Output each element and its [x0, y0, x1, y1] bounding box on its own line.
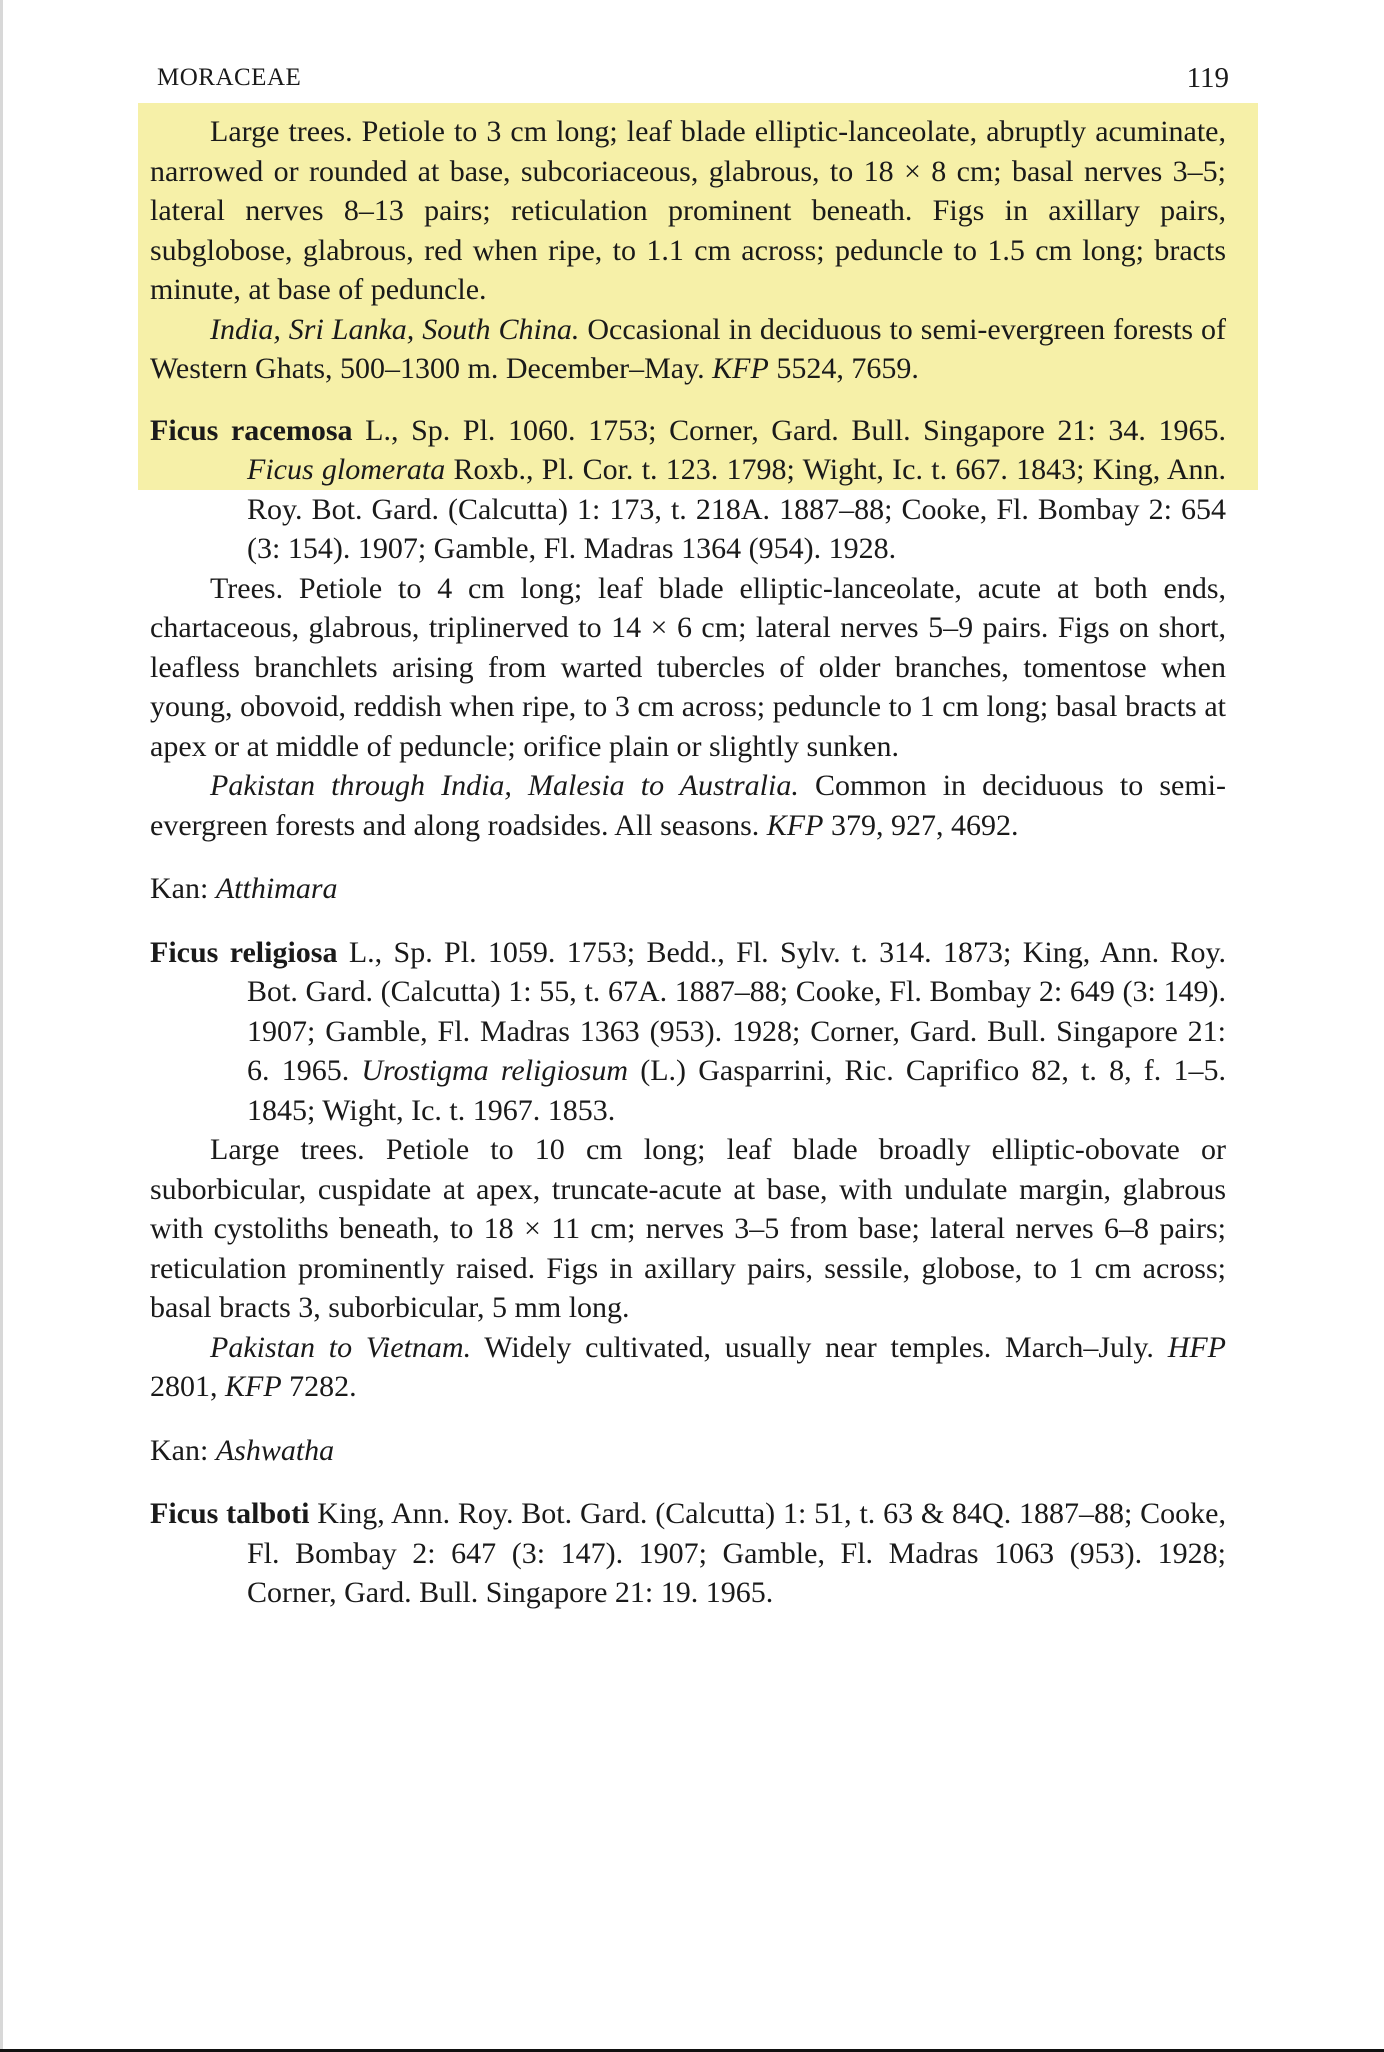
running-head — [157, 64, 1229, 100]
kan-name: Ashwatha — [215, 1433, 335, 1467]
species-entry-talboti — [150, 1494, 1226, 1613]
family-heading: MORACEAE — [157, 64, 302, 91]
page-number: 119 — [1186, 62, 1229, 94]
species-entry-religiosa — [150, 933, 1226, 1131]
species-distribution-paragraph — [150, 1328, 1226, 1407]
herbarium-code-2: KFP — [225, 1370, 282, 1403]
herbarium-numbers-2: 7282. — [281, 1370, 357, 1403]
vernacular-name — [150, 869, 1226, 909]
kan-label: Kan: — [150, 872, 216, 905]
herbarium-code: KFP — [766, 808, 824, 842]
citation-cont: Roxb., Pl. Cor. t. 123. 1798; Wight, Ic. t. 667. 1843; King, Ann. Roy. Bot. Gard. (Calcutta) 1: 173, t. 218A. 1887–88; Cooke, Fl. Bombay 2: 654 (3: 154). 1907; Gamble, Fl. Madras 1364 (954). 1928. — [247, 453, 1226, 565]
distribution: Pakistan to Vietnam. — [210, 1330, 472, 1364]
kan-label: Kan: — [150, 1433, 216, 1467]
species-entry-racemosa — [150, 411, 1226, 569]
body-text — [150, 112, 1226, 1613]
citation-cont: (L.) Gasparrini, Ric. Caprifico 82, t. 8, f. 1–5. 1845; Wight, Ic. t. 1967. 1853. — [247, 1054, 1226, 1127]
species-description: Large trees. Petiole to 10 cm long; leaf blade broadly elliptic-obovate or suborbicular, cuspidate at apex, truncate-acute at base, with undulate margin, glabrous with cystoliths beneath, to 18 × 11 cm; nerves 3–5 from base; lateral nerves 6–8 pairs; reticulation prominently raised. Figs in axillary pairs, sessile, globose, to 1 cm across; basal bracts 3, suborbicular, 5 mm long. — [150, 1133, 1226, 1324]
citation: King, Ann. Roy. Bot. Gard. (Calcutta) 1: 51, t. 63 & 84Q. 1887–88; Cooke, Fl. Bombay 2: 647 (3: 147). 1907; Gamble, Fl. Madras 1063 (953). 1928; Corner, Gard. Bull. Singapore 21: 19. 1965. — [247, 1497, 1226, 1609]
distribution: India, Sri Lanka, South China. — [210, 312, 580, 346]
synonym: Ficus glomerata — [247, 453, 446, 486]
herbarium-numbers: 2801, — [150, 1370, 225, 1403]
citation: L., Sp. Pl. 1060. 1753; Corner, Gard. Bull. Singapore 21: 34. 1965. — [352, 413, 1226, 447]
habitat: Widely cultivated, usually near temples. March–July. — [471, 1330, 1168, 1364]
species-distribution-paragraph — [150, 310, 1226, 389]
species-description: Trees. Petiole to 4 cm long; leaf blade elliptic-lanceolate, acute at both ends, chartaceous, glabrous, triplinerved to 14 × 6 cm; lateral nerves 5–9 pairs. Figs on short, leafless branchlets arising from warted tubercles of older branches, tomentose when young, obovoid, reddish when ripe, to 3 cm across; peduncle to 1 cm long; basal bracts at apex or at middle of peduncle; orifice plain or slightly sunken. — [150, 571, 1226, 763]
kan-name: Atthimara — [215, 872, 338, 905]
herbarium-code: KFP — [712, 352, 769, 385]
habitat: Common in deciduous to semi-evergreen forests and along roadsides. All seasons. — [150, 769, 1226, 842]
synonym: Urostigma religiosum — [361, 1054, 629, 1087]
scan-edge-left — [0, 0, 3, 2052]
habitat: Occasional in deciduous to semi-evergreen forests of Western Ghats, 500–1300 m. December–May. — [150, 312, 1227, 385]
species-name: Ficus religiosa — [150, 935, 338, 969]
species-name: Ficus talboti — [150, 1497, 310, 1530]
species-distribution-paragraph — [150, 766, 1226, 845]
herbarium-numbers: 5524, 7659. — [768, 352, 919, 385]
herbarium-code: HFP — [1167, 1330, 1227, 1364]
species-name: Ficus racemosa — [150, 413, 353, 447]
distribution: Pakistan through India, Malesia to Australia. — [210, 769, 799, 802]
species-description: Large trees. Petiole to 3 cm long; leaf blade elliptic-lanceolate, abruptly acuminate, narrowed or rounded at base, subcoriaceous, glabrous, to 18 × 8 cm; basal nerves 3–5; lateral nerves 8–13 pairs; reticulation prominent beneath. Figs in axillary pairs, subglobose, glabrous, red when ripe, to 1.1 cm across; peduncle to 1.5 cm long; bracts minute, at base of peduncle. — [150, 115, 1226, 306]
citation: L., Sp. Pl. 1059. 1753; Bedd., Fl. Sylv. t. 314. 1873; King, Ann. Roy. Bot. Gard. (Calcutta) 1: 55, t. 67A. 1887–88; Cooke, Fl. Bombay 2: 649 (3: 149). 1907; Gamble, Fl. Madras 1363 (953). 1928; Corner, Gard. Bull. Singapore 21: 6. 1965. — [247, 935, 1226, 1087]
herbarium-numbers: 379, 927, 4692. — [823, 808, 1019, 842]
vernacular-name — [150, 1431, 1226, 1471]
